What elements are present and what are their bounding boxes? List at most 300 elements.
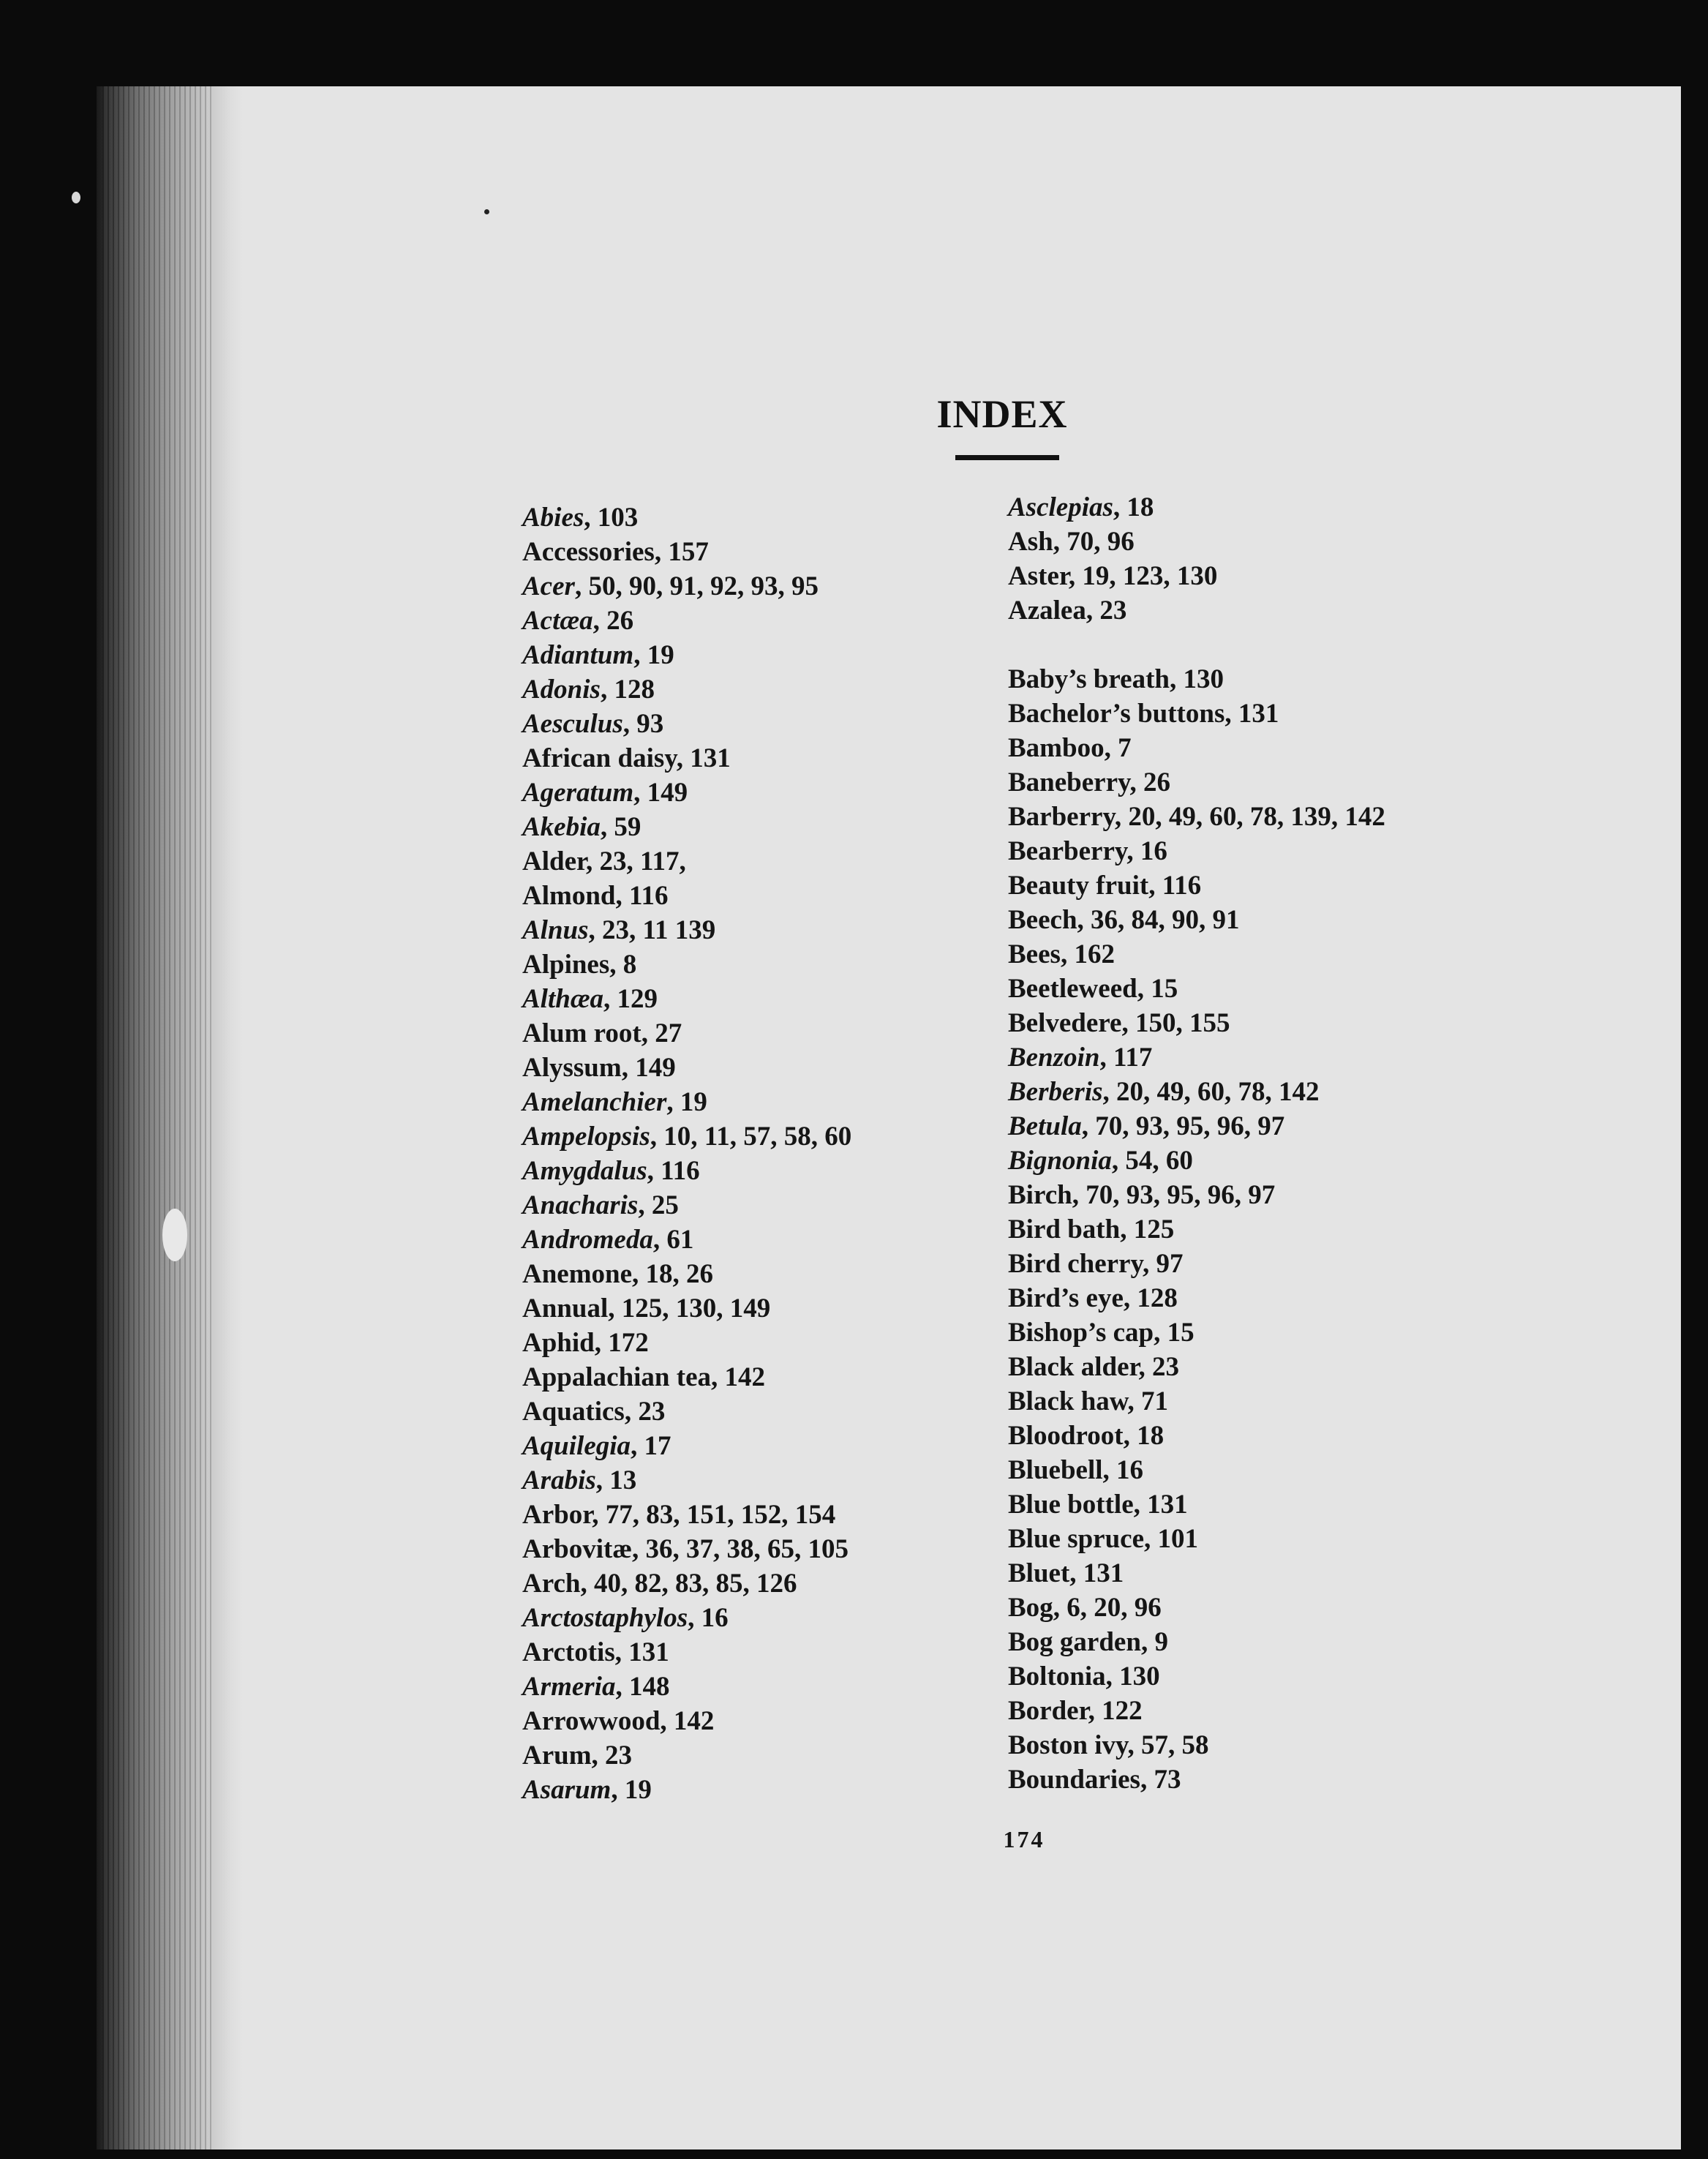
index-page-refs: 26: [1143, 767, 1170, 797]
index-entry: [522, 1188, 851, 1223]
index-term: Actæa: [522, 606, 593, 636]
index-entry: [1008, 1144, 1385, 1178]
index-term: Black alder: [1008, 1352, 1139, 1382]
index-term: Arbovitæ: [522, 1534, 633, 1564]
index-separator: ,: [615, 881, 629, 911]
index-page-refs: 117: [1113, 1043, 1153, 1073]
index-entry: [522, 1670, 851, 1704]
index-page-refs: 131: [690, 743, 731, 773]
index-separator: ,: [600, 675, 614, 705]
index-entry: [522, 1154, 851, 1188]
binding-streaks: [102, 86, 212, 2149]
index-separator: ,: [652, 1225, 667, 1255]
index-page-refs: 27: [655, 1018, 682, 1048]
index-page-refs: 23: [1152, 1352, 1180, 1382]
index-separator: ,: [1068, 561, 1083, 591]
index-separator: ,: [586, 846, 600, 876]
index-entry: [522, 1429, 851, 1463]
index-page-refs: 6, 20, 96: [1066, 1593, 1162, 1623]
index-separator: ,: [1053, 1593, 1067, 1623]
index-page-refs: 8: [622, 950, 637, 980]
index-term: Annual: [522, 1293, 609, 1323]
index-page-refs: 59: [614, 812, 642, 842]
index-entry: [522, 1291, 851, 1326]
index-term: Alpines: [522, 950, 610, 980]
index-entry: [1008, 490, 1385, 525]
index-term: Bearberry: [1008, 836, 1127, 866]
dust-speck: [162, 1209, 187, 1261]
index-separator: ,: [609, 950, 623, 980]
index-term: Arctostaphylos: [522, 1603, 688, 1633]
index-page-refs: 50, 90, 91, 92, 93, 95: [588, 571, 819, 601]
index-term: Bamboo: [1008, 733, 1105, 763]
index-term: Asarum: [522, 1775, 612, 1805]
index-term: Arctotis: [522, 1637, 615, 1667]
index-page-refs: 19: [647, 640, 674, 670]
index-separator: ,: [638, 1190, 652, 1220]
index-separator: ,: [1104, 733, 1118, 763]
index-page-refs: 23, 117,: [599, 846, 686, 876]
index-page-refs: 157: [668, 537, 709, 567]
index-page-refs: 19: [624, 1775, 652, 1805]
index-page-refs: 129: [617, 984, 658, 1014]
index-page-refs: 131: [1238, 699, 1279, 729]
index-separator: ,: [600, 812, 614, 842]
index-page-refs: 36, 84, 90, 91: [1091, 905, 1240, 935]
index-page-refs: 16: [1116, 1455, 1144, 1485]
index-separator: ,: [1138, 1352, 1153, 1382]
index-term: Alder: [522, 846, 587, 876]
index-separator: ,: [654, 537, 669, 567]
index-entry: [522, 1463, 851, 1498]
index-page-refs: 7: [1118, 733, 1132, 763]
index-separator: ,: [608, 1293, 622, 1323]
index-column-right: [1008, 490, 1385, 1797]
index-separator: ,: [633, 640, 647, 670]
index-page-refs: 26: [606, 606, 634, 636]
index-entry: [522, 1394, 851, 1429]
index-term: Bird bath: [1008, 1214, 1121, 1244]
index-page-refs: 73: [1154, 1765, 1181, 1795]
index-page-refs: 10, 11, 57, 58, 60: [663, 1122, 852, 1152]
index-separator: ,: [1142, 1249, 1156, 1279]
index-term: Asclepias: [1008, 492, 1113, 522]
index-page-refs: 116: [661, 1156, 700, 1186]
index-term: Aquilegia: [522, 1431, 631, 1461]
index-entry: [1008, 1315, 1385, 1350]
dust-speck: [484, 209, 489, 214]
index-term: Beech: [1008, 905, 1077, 935]
index-term: Alum root: [522, 1018, 642, 1048]
index-page-refs: 25: [651, 1190, 679, 1220]
index-entry: [1008, 1762, 1385, 1797]
index-separator: ,: [666, 1087, 680, 1117]
index-term: Arrowwood: [522, 1706, 661, 1736]
index-term: Anemone: [522, 1259, 633, 1289]
index-page-refs: 122: [1102, 1696, 1143, 1726]
index-entry: [522, 1326, 851, 1360]
index-entry: [1008, 662, 1385, 696]
scan-top-margin: [0, 0, 1708, 86]
index-page-refs: 17: [644, 1431, 671, 1461]
index-term: Aster: [1008, 561, 1069, 591]
index-separator: ,: [1140, 1765, 1154, 1795]
index-entry: [522, 1223, 851, 1257]
index-separator: ,: [1126, 836, 1140, 866]
index-separator: ,: [614, 1637, 629, 1667]
index-term: Amygdalus: [522, 1156, 647, 1186]
index-entry: [522, 1257, 851, 1291]
index-page-refs: 18, 26: [645, 1259, 714, 1289]
index-page-refs: 162: [1074, 939, 1115, 969]
index-page-refs: 23: [638, 1397, 666, 1427]
index-page-refs: 97: [1156, 1249, 1184, 1279]
index-entry: [522, 776, 851, 810]
index-term: Bloodroot: [1008, 1421, 1124, 1451]
index-page-refs: 125, 130, 149: [621, 1293, 771, 1323]
index-term: Adonis: [522, 675, 601, 705]
index-entry: [1008, 1178, 1385, 1212]
index-separator: ,: [1137, 974, 1151, 1004]
index-term: Amelanchier: [522, 1087, 667, 1117]
index-page-refs: 15: [1151, 974, 1178, 1004]
index-separator: ,: [594, 1328, 609, 1358]
index-entry: [1008, 868, 1385, 903]
index-page-refs: 54, 60: [1125, 1146, 1193, 1176]
index-term: Baby’s breath: [1008, 664, 1170, 694]
index-term: Azalea: [1008, 596, 1086, 626]
index-entry: [522, 879, 851, 913]
index-term: Boston ivy: [1008, 1730, 1128, 1760]
page-title: INDEX: [936, 392, 1068, 436]
index-separator: ,: [632, 1259, 646, 1289]
index-term: Bignonia: [1008, 1146, 1112, 1176]
index-entry: [1008, 1625, 1385, 1659]
index-page-refs: 125: [1133, 1214, 1175, 1244]
index-entry: [1008, 800, 1385, 834]
index-page-refs: 70, 93, 95, 96, 97: [1086, 1180, 1276, 1210]
index-term: Black haw: [1008, 1386, 1128, 1416]
index-separator: ,: [584, 503, 598, 533]
index-entry: [1008, 1419, 1385, 1453]
index-separator: ,: [1129, 767, 1143, 797]
index-entry: [522, 1085, 851, 1119]
index-separator: ,: [1102, 1077, 1116, 1107]
index-page-refs: 142: [724, 1362, 766, 1392]
index-separator: ,: [1148, 871, 1162, 901]
index-term: Anacharis: [522, 1190, 639, 1220]
index-term: Akebia: [522, 812, 601, 842]
index-term: Bachelor’s buttons: [1008, 699, 1225, 729]
index-separator: ,: [1072, 1180, 1086, 1210]
index-separator: ,: [631, 1431, 644, 1461]
index-separator: ,: [632, 1534, 646, 1564]
index-entry: [1008, 1350, 1385, 1384]
index-entry: [522, 500, 851, 535]
index-term: Arch: [522, 1569, 581, 1599]
index-separator: ,: [592, 1500, 606, 1530]
index-entry: [522, 1119, 851, 1154]
scan-right-margin: [1681, 73, 1708, 2159]
index-page-refs: 150, 155: [1135, 1008, 1230, 1038]
index-separator: ,: [1140, 1627, 1155, 1657]
index-entry: [1008, 1075, 1385, 1109]
index-entry: [522, 1738, 851, 1773]
index-entry: [1008, 1006, 1385, 1040]
index-separator: ,: [1053, 527, 1067, 557]
index-entry: [1008, 696, 1385, 731]
index-entry: [522, 535, 851, 569]
index-page-refs: 9: [1154, 1627, 1168, 1657]
index-entry: [1008, 765, 1385, 800]
index-term: Aesculus: [522, 709, 623, 739]
index-entry: [522, 913, 851, 947]
index-separator: ,: [1123, 1283, 1137, 1313]
index-term: Arbor: [522, 1500, 592, 1530]
index-term: Althæa: [522, 984, 604, 1014]
index-separator: ,: [1114, 802, 1129, 832]
index-term: Bird’s eye: [1008, 1283, 1124, 1313]
index-term: African daisy: [522, 743, 677, 773]
letter-group-gap: [1008, 628, 1385, 662]
index-page-refs: 23, 11 139: [602, 915, 716, 945]
index-term: Bog garden: [1008, 1627, 1141, 1657]
index-column-left: [522, 500, 851, 1807]
index-entry: [1008, 834, 1385, 868]
index-entry: [522, 672, 851, 707]
index-page-refs: 61: [666, 1225, 694, 1255]
index-entry: [522, 707, 851, 741]
index-term: Alnus: [522, 915, 589, 945]
index-term: Berberis: [1008, 1077, 1103, 1107]
index-page-refs: 131: [1147, 1490, 1188, 1520]
index-page-refs: 16: [701, 1603, 729, 1633]
index-page-refs: 116: [1162, 871, 1202, 901]
index-entry: [522, 1360, 851, 1394]
index-term: Bog: [1008, 1593, 1053, 1623]
index-entry: [522, 1773, 851, 1807]
index-page-refs: 130: [1119, 1662, 1160, 1691]
index-separator: ,: [1133, 1490, 1148, 1520]
index-term: Almond: [522, 881, 616, 911]
index-page-refs: 36, 37, 38, 65, 105: [645, 1534, 849, 1564]
index-entry: [1008, 972, 1385, 1006]
index-entry: [522, 1566, 851, 1601]
index-page-refs: 101: [1157, 1524, 1199, 1554]
index-term: Birch: [1008, 1180, 1072, 1210]
index-entry: [1008, 1040, 1385, 1075]
index-page-refs: 20, 49, 60, 78, 142: [1116, 1077, 1320, 1107]
index-separator: ,: [621, 1053, 636, 1083]
index-separator: ,: [1102, 1455, 1117, 1485]
index-entry: [1008, 1694, 1385, 1728]
index-separator: ,: [641, 1018, 655, 1048]
index-separator: ,: [1127, 1730, 1141, 1760]
index-term: Ageratum: [522, 778, 634, 808]
index-separator: ,: [1144, 1524, 1158, 1554]
index-entry: [1008, 903, 1385, 937]
index-separator: ,: [650, 1122, 664, 1152]
title-rule: [955, 455, 1059, 460]
index-entry: [1008, 559, 1385, 593]
index-separator: ,: [592, 606, 607, 636]
index-term: Armeria: [522, 1672, 616, 1702]
index-page-refs: 18: [1137, 1421, 1165, 1451]
index-term: Aphid: [522, 1328, 595, 1358]
index-term: Bees: [1008, 939, 1061, 969]
index-entry: [522, 1532, 851, 1566]
index-separator: ,: [1111, 1146, 1126, 1176]
index-term: Alyssum: [522, 1053, 622, 1083]
index-separator: ,: [1099, 1043, 1113, 1073]
index-page-refs: 77, 83, 151, 152, 154: [605, 1500, 836, 1530]
index-term: Adiantum: [522, 640, 634, 670]
index-page-refs: 19: [680, 1087, 707, 1117]
index-term: Bluet: [1008, 1558, 1070, 1588]
index-term: Bird cherry: [1008, 1249, 1143, 1279]
index-separator: ,: [647, 1156, 661, 1186]
index-separator: ,: [1170, 664, 1184, 694]
index-separator: ,: [1224, 699, 1238, 729]
index-page-refs: 116: [628, 881, 669, 911]
index-separator: ,: [574, 571, 589, 601]
index-entry: [522, 638, 851, 672]
index-separator: ,: [1127, 1386, 1141, 1416]
index-term: Benzoin: [1008, 1043, 1100, 1073]
index-page-refs: 70, 93, 95, 96, 97: [1095, 1111, 1285, 1141]
index-page-refs: 13: [609, 1465, 637, 1495]
index-entry: [1008, 593, 1385, 628]
index-separator: ,: [580, 1569, 594, 1599]
index-page-refs: 18: [1126, 492, 1154, 522]
index-separator: ,: [1081, 1111, 1096, 1141]
index-entry: [1008, 1522, 1385, 1556]
index-separator: ,: [676, 743, 691, 773]
index-entry: [522, 1635, 851, 1670]
index-term: Boltonia: [1008, 1662, 1106, 1691]
index-page-refs: 57, 58: [1140, 1730, 1209, 1760]
index-term: Acer: [522, 571, 575, 601]
index-page-refs: 23: [605, 1741, 633, 1771]
index-separator: ,: [1121, 1008, 1135, 1038]
index-term: Bishop’s cap: [1008, 1318, 1154, 1348]
index-entry: [1008, 1659, 1385, 1694]
index-entry: [522, 1051, 851, 1085]
index-page-refs: 16: [1140, 836, 1167, 866]
index-entry: [522, 844, 851, 879]
index-term: Baneberry: [1008, 767, 1130, 797]
index-page-refs: 149: [647, 778, 688, 808]
index-separator: ,: [1077, 905, 1091, 935]
page-number: 174: [1003, 1826, 1045, 1852]
index-entry: [1008, 1591, 1385, 1625]
index-page-refs: 131: [1083, 1558, 1124, 1588]
index-page-refs: 93: [636, 709, 664, 739]
index-term: Blue bottle: [1008, 1490, 1134, 1520]
index-term: Barberry: [1008, 802, 1115, 832]
index-separator: ,: [603, 984, 617, 1014]
index-page-refs: 131: [628, 1637, 669, 1667]
index-page-refs: 15: [1167, 1318, 1195, 1348]
index-entry: [522, 569, 851, 604]
index-term: Accessories: [522, 537, 655, 567]
index-term: Aquatics: [522, 1397, 625, 1427]
index-term: Belvedere: [1008, 1008, 1122, 1038]
index-separator: ,: [1086, 596, 1100, 626]
index-entry: [1008, 1728, 1385, 1762]
index-separator: ,: [591, 1741, 606, 1771]
index-page-refs: 142: [673, 1706, 715, 1736]
index-term: Beauty fruit: [1008, 871, 1149, 901]
index-entry: [1008, 1109, 1385, 1144]
index-page-refs: 128: [614, 675, 655, 705]
index-entry: [1008, 525, 1385, 559]
index-term: Bluebell: [1008, 1455, 1103, 1485]
index-separator: ,: [1105, 1662, 1120, 1691]
index-entry: [1008, 937, 1385, 972]
index-separator: ,: [711, 1362, 725, 1392]
index-page-refs: 19, 123, 130: [1082, 561, 1218, 591]
index-page-refs: 70, 96: [1066, 527, 1135, 557]
index-separator: ,: [1120, 1214, 1134, 1244]
index-entry: [522, 1601, 851, 1635]
index-separator: ,: [660, 1706, 674, 1736]
index-entry: [1008, 1247, 1385, 1281]
index-term: Boundaries: [1008, 1765, 1140, 1795]
index-entry: [1008, 1556, 1385, 1591]
index-entry: [1008, 1487, 1385, 1522]
index-term: Ampelopsis: [522, 1122, 650, 1152]
index-term: Abies: [522, 503, 584, 533]
index-separator: ,: [1060, 939, 1075, 969]
index-separator: ,: [1088, 1696, 1102, 1726]
dust-speck: [72, 192, 80, 203]
index-page-refs: 128: [1137, 1283, 1178, 1313]
index-entry: [522, 741, 851, 776]
index-page-refs: 103: [597, 503, 639, 533]
index-separator: ,: [595, 1465, 610, 1495]
index-page-refs: 148: [628, 1672, 670, 1702]
index-separator: ,: [1069, 1558, 1083, 1588]
index-entry: [522, 604, 851, 638]
index-term: Arum: [522, 1741, 592, 1771]
index-separator: ,: [615, 1672, 629, 1702]
index-term: Appalachian tea: [522, 1362, 712, 1392]
index-page-refs: 149: [635, 1053, 676, 1083]
index-entry: [1008, 731, 1385, 765]
index-separator: ,: [688, 1603, 701, 1633]
index-term: Andromeda: [522, 1225, 653, 1255]
index-entry: [1008, 1212, 1385, 1247]
index-page-refs: 40, 82, 83, 85, 126: [593, 1569, 797, 1599]
index-separator: ,: [611, 1775, 625, 1805]
index-entry: [522, 947, 851, 982]
index-entry: [522, 1704, 851, 1738]
index-separator: ,: [622, 709, 637, 739]
index-term: Ash: [1008, 527, 1053, 557]
index-entry: [1008, 1281, 1385, 1315]
index-entry: [1008, 1384, 1385, 1419]
index-page-refs: 130: [1183, 664, 1224, 694]
index-page-refs: 20, 49, 60, 78, 139, 142: [1128, 802, 1385, 832]
index-entry: [522, 1016, 851, 1051]
index-entry: [522, 982, 851, 1016]
index-entry: [522, 810, 851, 844]
index-entry: [1008, 1453, 1385, 1487]
index-entry: [522, 1498, 851, 1532]
index-separator: ,: [1154, 1318, 1167, 1348]
index-page-refs: 23: [1099, 596, 1127, 626]
